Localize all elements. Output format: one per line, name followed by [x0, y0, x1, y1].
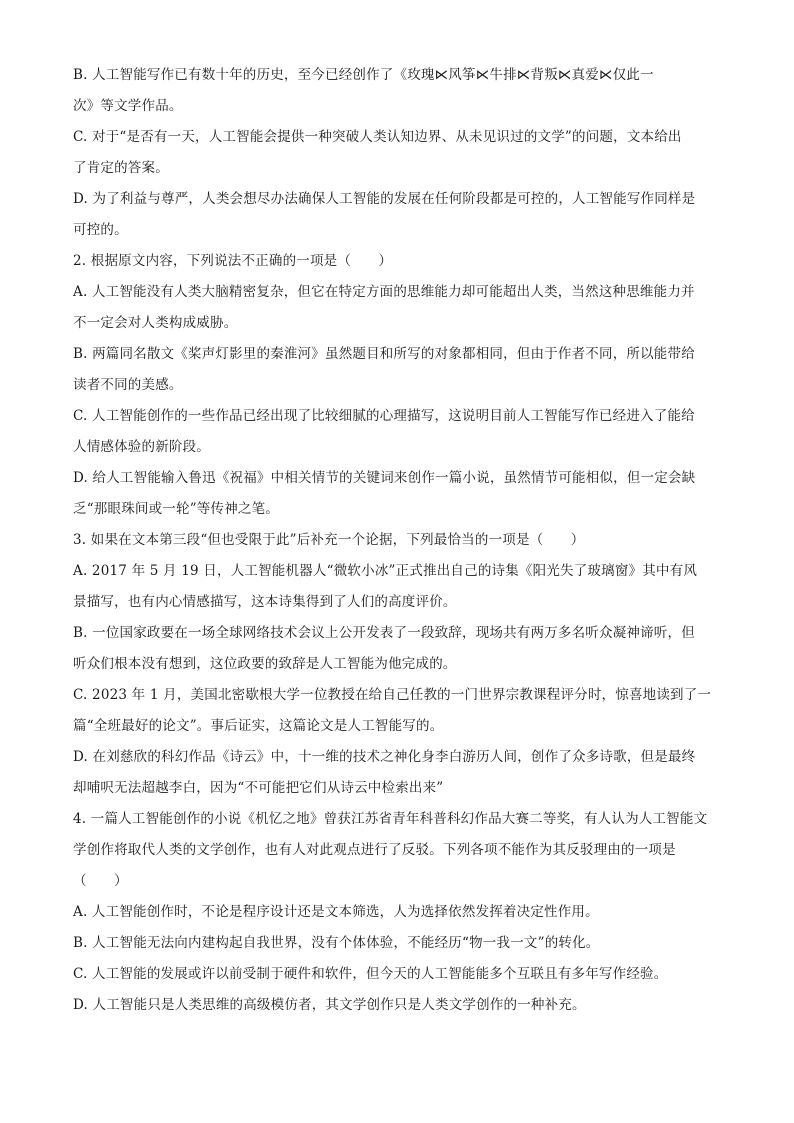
q3-stem: 3. 如果在文本第三段“但也受限于此”后补充一个论据，下列最恰当的一项是（ ）: [73, 532, 585, 548]
q1-option-b-line-2: 次》等文学作品。: [73, 98, 183, 114]
q1-option-d-line-1: D. 为了利益与尊严，人类会想尽办法确保人工智能的发展在任何阶段都是可控的，人工智能写作同样是: [73, 191, 696, 207]
q1-option-b-line-1: B. 人工智能写作已有数十年的历史，至今已经创作了《玫瑰⋉风筝⋉牛排⋉背叛⋉真爱⋉仅此一: [73, 67, 654, 83]
q3-option-b-line-2: 听众们根本没有想到，这位政要的致辞是人工智能为他完成的。: [73, 656, 457, 672]
q2-stem: 2. 根据原文内容，下列说法不正确的一项是（ ）: [73, 253, 393, 269]
q2-option-d-line-1: D. 给人工智能输入鲁迅《祝福》中相关情节的关键词来创作一篇小说，虽然情节可能相似，但一定会缺: [73, 470, 696, 486]
q3-option-a-line-2: 景描写，也有内心情感描写，这本诗集得到了人们的高度评价。: [73, 594, 457, 610]
q4-stem-line-1: 4. 一篇人工智能创作的小说《机忆之地》曾获江苏省青年科普科幻作品大赛二等奖，有人认为人工智能文: [73, 811, 708, 827]
q1-option-c-line-2: 了肯定的答案。: [73, 160, 169, 176]
q1-option-d-line-2: 可控的。: [73, 222, 128, 238]
q4-option-c: C. 人工智能的发展或许以前受制于硬件和软件，但今天的人工智能能多个互联且有多年写作经验。: [73, 966, 668, 982]
q3-option-c-line-2: 篇“全班最好的论文”。事后证实，这篇论文是人工智能写的。: [73, 718, 444, 734]
q4-stem-line-2: 学创作将取代人类的文学创作，也有人对此观点进行了反驳。下列各项不能作为其反驳理由的一项是: [73, 842, 676, 858]
q4-option-b: B. 人工智能无法向内建构起自我世界，没有个体体验，不能经历“物一我一文”的转化。: [73, 935, 600, 951]
q2-option-b-line-1: B. 两篇同名散文《桨声灯影里的秦淮河》虽然题目和所写的对象都相同，但由于作者不同，所以能带给: [73, 346, 695, 362]
q2-option-c-line-2: 人情感体验的新阶段。: [73, 439, 210, 455]
q1-option-c-line-1: C. 对于“是否有一天，人工智能会提供一种突破人类认知边界、从未见识过的文学”的问题，文本给出: [73, 129, 682, 145]
q3-option-b-line-1: B. 一位国家政要在一场全球网络技术会议上公开发表了一段致辞，现场共有两万多名听众凝神谛听，但: [73, 625, 695, 641]
q3-option-a-line-1: A. 2017 年 5 月 19 日，人工智能机器人“微软小冰”正式推出自己的诗集《阳光失了玻璃窗》其中有风: [73, 563, 698, 579]
q3-option-c-line-1: C. 2023 年 1 月，美国北密歇根大学一位教授在给自己任教的一门世界宗教课程评分时，惊喜地读到了一: [73, 687, 712, 703]
q4-stem-line-3: （ ）: [73, 873, 128, 889]
q4-option-d: D. 人工智能只是人类思维的高级模仿者，其文学创作只是人类文学创作的一种补充。: [73, 997, 586, 1013]
q3-option-d-line-2: 却哺呎无法超越李白，因为“不可能把它们从诗云中检索出来”: [73, 780, 444, 796]
q2-option-a-line-1: A. 人工智能没有人类大脑精密复杂，但它在特定方面的思维能力却可能超出人类，当然这种思维能力并: [73, 284, 695, 300]
q2-option-a-line-2: 不一定会对人类构成威胁。: [73, 315, 238, 331]
q2-option-c-line-1: C. 人工智能创作的一些作品已经出现了比较细腻的心理描写，这说明目前人工智能写作已经进入了能给: [73, 408, 695, 424]
q3-option-d-line-1: D. 在刘慈欣的科幻作品《诗云》中，十一维的技术之神化身李白游历人间，创作了众多诗歌，但是最终: [73, 749, 696, 765]
q2-option-b-line-2: 读者不同的美感。: [73, 377, 183, 393]
q2-option-d-line-2: 乏“那眼珠间或一轮”等传神之笔。: [73, 501, 280, 517]
q4-option-a: A. 人工智能创作时，不论是程序设计还是文本筛选，人为选择依然发挥着决定性作用。: [73, 904, 599, 920]
document-page: [73, 60, 713, 1021]
